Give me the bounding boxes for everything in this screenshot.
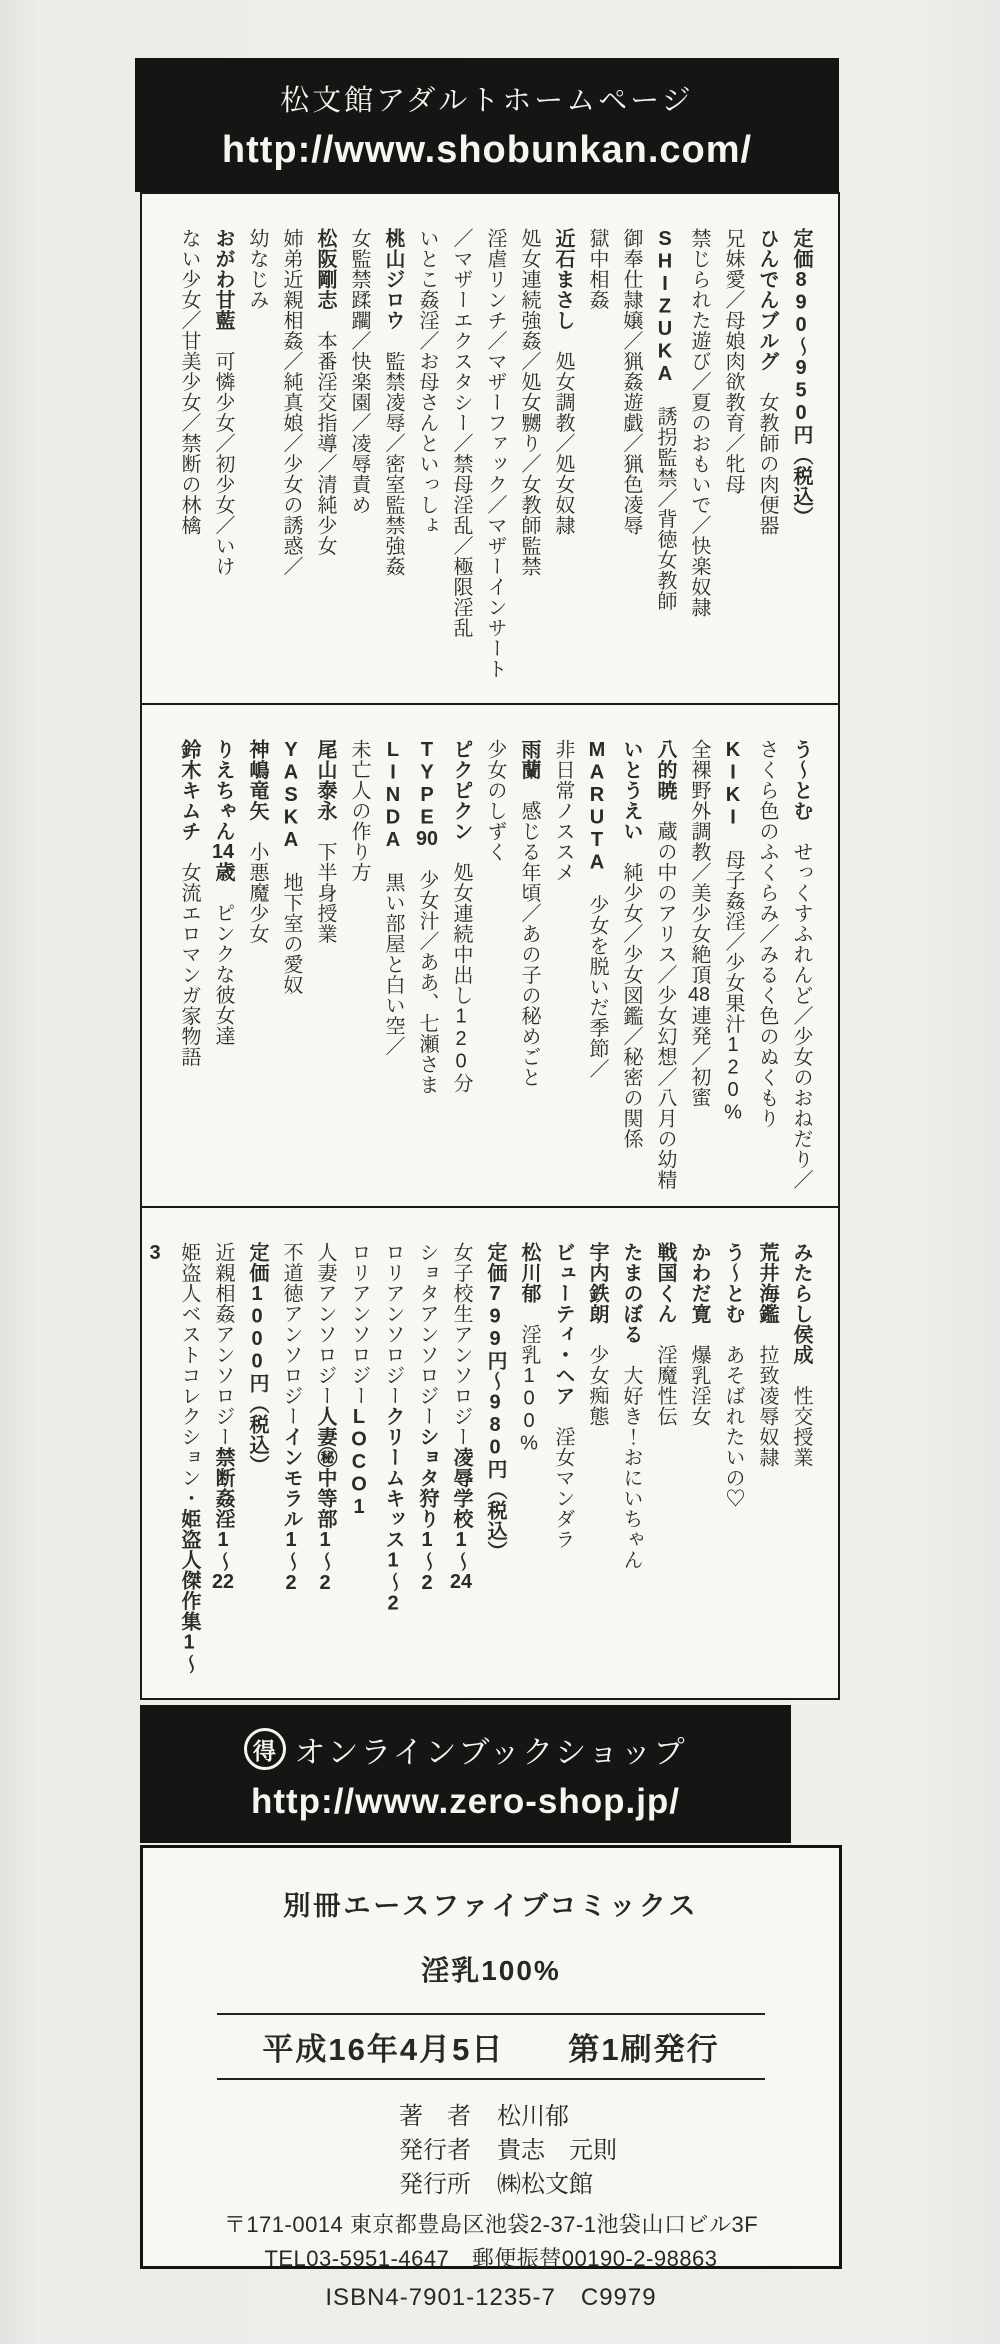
address-line: 〒171-0014 東京都豊島区池袋2-37-1池袋山口ビル3F [223, 2212, 759, 2237]
catalog-text-segment: 定価1000円 [246, 1242, 268, 1394]
series-name: 別冊エースファイブコミックス [283, 1891, 699, 1921]
online-shop-title: オンラインブックショップ [294, 1734, 687, 1770]
catalog-text-segment: 人妻アンソロジー [314, 1242, 336, 1406]
credit-role: 発行所 [399, 2171, 471, 2198]
catalog-text-segment: せっくすふれんど／少女のおねだり／ [790, 821, 812, 1190]
catalog-column [444, 228, 478, 689]
credit-name: ㈱松文館 [497, 2171, 593, 2198]
catalog-column [206, 739, 240, 1192]
catalog-text-segment: ロリアンソロジー [348, 1242, 370, 1406]
catalog-text-segment: ／マザーエクスタシー／禁母淫乱／極限淫乱 [450, 228, 472, 638]
catalog-column [444, 739, 478, 1192]
catalog-column [716, 1242, 750, 1684]
print-date: 平成16年4月5日 [262, 2032, 505, 2067]
catalog-text-segment: 地下室の愛奴 [280, 851, 302, 995]
catalog-text-segment: 不道徳アンソロジー [280, 1242, 302, 1427]
catalog-text-segment: ビューティ・ヘア [552, 1242, 574, 1406]
catalog-text-segment: 定価890〜950円 [790, 228, 812, 445]
catalog-column [172, 228, 206, 689]
catalog-text-segment: 感じる年頃／あの子の秘めごと [518, 780, 540, 1088]
catalog-column [614, 739, 648, 1192]
catalog-text-segment: 鈴木キムチ [178, 739, 200, 842]
catalog-text-segment: TYPE [416, 739, 438, 829]
catalog-text-segment: 母子姦淫／少女果汁120% [722, 829, 744, 1124]
catalog-column [648, 1242, 682, 1684]
catalog-text-segment: LOCO1 [348, 1406, 370, 1519]
catalog-column [138, 1242, 206, 1684]
colophon-box [140, 1845, 842, 2311]
catalog-column [512, 228, 546, 689]
catalog-text-segment: 禁断姦淫1〜 [212, 1447, 234, 1572]
catalog-text-segment: みたらし侯成 [790, 1242, 812, 1365]
catalog-column [376, 228, 410, 689]
catalog-text-segment: 姉弟近親相姦／純真娘／少女の誘惑／ [280, 228, 302, 577]
catalog-column [750, 1242, 784, 1684]
publisher-homepage-title: 松文館アダルトホームページ [280, 85, 694, 117]
catalog-text-segment: 姫盗人ベストコレクション・ [178, 1242, 200, 1509]
catalog-column [648, 739, 682, 1192]
catalog-text-segment: SHIZUKA [654, 228, 676, 386]
catalog-text-segment: いとうえい [620, 739, 642, 842]
publisher-homepage-banner [135, 58, 839, 192]
catalog-text-segment: 48 [688, 985, 710, 1005]
credit-name: 貴志 元則 [497, 2137, 617, 2164]
catalog-column [240, 1242, 274, 1684]
catalog-text-segment: KIKI [722, 739, 744, 829]
catalog-column [614, 228, 648, 689]
catalog-column [376, 1242, 410, 1684]
catalog-text-segment: 大好き！おにいちゃん [620, 1344, 642, 1570]
catalog-text-segment: 性交授業 [790, 1365, 812, 1468]
catalog-column [546, 739, 580, 1192]
catalog-text-segment: あそばれたいの♡ [722, 1324, 744, 1509]
catalog-column [580, 228, 614, 689]
catalog-column [750, 228, 784, 689]
catalog-text-segment: 宇内鉄朗 [586, 1242, 608, 1324]
catalog-column [410, 1242, 444, 1684]
book-title: 淫乳100% [421, 1955, 561, 1986]
catalog-column [478, 739, 512, 1192]
catalog-column [206, 1242, 240, 1684]
catalog-column [784, 739, 818, 1192]
catalog-column [308, 739, 342, 1192]
catalog-column [478, 1242, 512, 1684]
catalog-text-segment: かわだ寛 [688, 1242, 710, 1324]
catalog-box-1 [140, 192, 840, 705]
catalog-column [682, 739, 716, 1192]
catalog-column [206, 228, 240, 689]
catalog-text-segment: う〜とむ [722, 1242, 744, 1324]
catalog-text-segment: ロリアンソロジー [382, 1242, 404, 1406]
catalog-text-segment: おがわ甘藍 [212, 228, 234, 331]
credit-row-publisher-person [399, 2134, 839, 2168]
tel-line: TEL03-5951-4647 郵便振替00190-2-98863 [264, 2246, 718, 2271]
catalog-text-segment: （税込） [484, 1479, 506, 1562]
catalog-text-segment: 蔵の中のアリス／少女幻想／八月の幼精 [654, 800, 676, 1190]
catalog-box-3 [140, 1206, 840, 1700]
catalog-text-segment: 獄中相姦 [586, 228, 608, 310]
catalog-text-segment: 淫魔性伝 [654, 1324, 676, 1427]
catalog-text-segment: 淫乳100% [518, 1303, 540, 1455]
catalog-column [376, 739, 410, 1192]
catalog-text-segment: 御奉仕隷嬢／猟姦遊戯／猟色凌辱 [620, 228, 642, 536]
online-shop-title-row [244, 1727, 686, 1772]
catalog-text-segment: LINDA [382, 739, 404, 852]
catalog-column [546, 1242, 580, 1684]
catalog-text-segment: 少女汁／ああ、七瀬さま [416, 849, 438, 1095]
catalog-text-segment: たまのぼる [620, 1242, 642, 1345]
catalog-column [478, 228, 512, 689]
catalog-text-segment: 神嶋竜矢 [246, 739, 268, 821]
catalog-box-2-columns [142, 705, 838, 1206]
catalog-column [716, 228, 750, 689]
catalog-text-segment: 処女連続強姦／処女嬲り／女教師監禁 [518, 228, 540, 577]
catalog-text-segment: 女教師の肉便器 [756, 371, 778, 536]
online-shop-banner [140, 1705, 791, 1843]
catalog-column [614, 1242, 648, 1684]
catalog-column [580, 1242, 614, 1684]
catalog-text-segment: 90 [416, 829, 438, 849]
catalog-text-segment: 松川郁 [518, 1242, 540, 1304]
catalog-column [172, 739, 206, 1192]
catalog-text-segment: 少女のしずく [484, 739, 506, 862]
catalog-text-segment: いとこ姦淫／お母さんといっしょ [416, 228, 438, 536]
catalog-column [274, 1242, 308, 1684]
catalog-text-segment: ない少女／甘美少女／禁断の林檎 [178, 228, 200, 536]
catalog-column [784, 228, 818, 689]
catalog-column [682, 1242, 716, 1684]
catalog-text-segment: 幼なじみ [246, 228, 268, 310]
catalog-box-3-columns [142, 1208, 838, 1698]
catalog-column [512, 739, 546, 1192]
catalog-text-segment: 八的暁 [654, 739, 676, 801]
print-edition: 第1刷発行 [568, 2032, 720, 2067]
catalog-column [648, 228, 682, 689]
catalog-text-segment: 小悪魔少女 [246, 821, 268, 944]
catalog-text-segment: インモラル1〜2 [280, 1426, 302, 1595]
catalog-column [410, 739, 444, 1192]
catalog-text-segment: 女流エロマンガ家物語 [178, 841, 200, 1067]
catalog-text-segment: クリームキッス1〜2 [382, 1406, 404, 1615]
catalog-text-segment: 可憐少女／初少女／いけ [212, 330, 234, 577]
catalog-column [682, 228, 716, 689]
catalog-text-segment: 少女を脱いだ季節／ [586, 874, 608, 1079]
catalog-column [410, 228, 444, 689]
catalog-column [240, 228, 274, 689]
catalog-text-segment: 未亡人の作り方 [348, 739, 370, 883]
catalog-text-segment: 桃山ジロウ [382, 228, 404, 331]
catalog-text-segment: 荒井海鑑 [756, 1242, 778, 1324]
catalog-text-segment: 女子校生アンソロジー [450, 1242, 472, 1447]
catalog-text-segment: 下半身授業 [314, 821, 336, 944]
catalog-text-segment: 戦国くん [654, 1242, 676, 1324]
catalog-box-2 [140, 703, 840, 1208]
toku-circle-badge: 得 [244, 1728, 286, 1770]
catalog-column [274, 228, 308, 689]
catalog-column [784, 1242, 818, 1684]
credit-name: 松川郁 [497, 2103, 569, 2130]
catalog-column [342, 739, 376, 1192]
catalog-text-segment: （税込） [790, 445, 812, 527]
catalog-text-segment: 連発／初蜜 [688, 1005, 710, 1108]
catalog-text-segment: う〜とむ [790, 739, 812, 821]
catalog-text-segment: 尾山泰永 [314, 739, 336, 821]
catalog-text-segment: 全裸野外調教／美少女絶頂 [688, 739, 710, 985]
catalog-column [308, 1242, 342, 1684]
catalog-text-segment: ショタアンソロジー [416, 1242, 438, 1427]
catalog-text-segment: 非日常ノススメ [552, 739, 574, 883]
online-shop-url: http://www.zero-shop.jp/ [250, 1781, 681, 1821]
catalog-text-segment: 黒い部屋と白い空／ [382, 851, 404, 1057]
catalog-text-segment: 兄妹愛／母娘肉欲教育／牝母 [722, 228, 744, 495]
catalog-text-segment: 純少女／少女図鑑／秘密の関係 [620, 841, 642, 1149]
catalog-text-segment: 姫盗人傑作集1〜3 [144, 1242, 200, 1675]
catalog-text-segment: 22 [212, 1572, 234, 1592]
catalog-column [444, 1242, 478, 1684]
catalog-column [342, 228, 376, 689]
catalog-column [308, 228, 342, 689]
catalog-text-segment: （税込） [246, 1393, 268, 1476]
catalog-text-segment: りえちゃん [212, 739, 234, 842]
catalog-text-segment: ショタ狩り1〜2 [416, 1426, 438, 1595]
isbn-line: ISBN4-7901-1235-7 C9979 [325, 2284, 657, 2311]
catalog-column [240, 739, 274, 1192]
catalog-text-segment: 禁じられた遊び／夏のおもいで／快楽奴隷 [688, 228, 710, 618]
credit-row-author [399, 2100, 839, 2134]
credits-block [399, 2100, 839, 2202]
credit-role: 著 者 [399, 2103, 471, 2130]
catalog-column [274, 739, 308, 1192]
catalog-text-segment: 24 [450, 1572, 472, 1592]
catalog-text-segment: さくら色のふくらみ／みるく色のぬくもり [756, 739, 778, 1129]
catalog-column [512, 1242, 546, 1684]
credit-row-publisher-company [399, 2168, 839, 2202]
catalog-column [716, 739, 750, 1192]
catalog-text-segment: MARUTA [586, 739, 608, 874]
catalog-box-1-columns [142, 194, 838, 703]
catalog-column [546, 228, 580, 689]
catalog-text-segment: 爆乳淫女 [688, 1324, 710, 1427]
credit-role: 発行者 [399, 2137, 471, 2164]
print-date-row [217, 2013, 765, 2080]
catalog-text-segment: ピクピクン [450, 739, 472, 842]
catalog-text-segment: 松阪剛志 [314, 228, 336, 310]
catalog-text-segment: ピンクな彼女達 [212, 882, 234, 1046]
catalog-text-segment: 近親相姦アンソロジー [212, 1242, 234, 1447]
catalog-text-segment: ひんでんブルグ [756, 228, 778, 372]
catalog-text-segment: 凌辱学校1〜 [450, 1447, 472, 1572]
catalog-text-segment: 本番淫交指導／清純少女 [314, 310, 336, 556]
catalog-text-segment: 処女調教／処女奴隷 [552, 330, 574, 536]
catalog-text-segment: 雨蘭 [518, 739, 540, 780]
catalog-text-segment: 女監禁蹂躙／快楽園／凌辱責め [348, 228, 370, 515]
publisher-homepage-url: http://www.shobunkan.com/ [221, 129, 753, 171]
catalog-column [342, 1242, 376, 1684]
catalog-text-segment: 淫虐リンチ／マザーファック／マザーインサート [484, 228, 506, 679]
catalog-text-segment: 近石まさし [552, 228, 574, 331]
catalog-text-segment: 誘拐監禁／背徳女教師 [654, 385, 676, 611]
catalog-text-segment: 拉致凌辱奴隷 [756, 1324, 778, 1468]
catalog-text-segment: 歳 [212, 861, 234, 882]
catalog-text-segment: 淫女マンダラ [552, 1406, 574, 1550]
catalog-text-segment: 定価799円〜980円 [484, 1242, 506, 1480]
catalog-text-segment: 監禁凌辱／密室監禁強姦 [382, 330, 404, 577]
catalog-column [750, 739, 784, 1192]
catalog-text-segment: 14 [212, 841, 234, 862]
catalog-text-segment: 処女連続中出し120分 [450, 841, 472, 1094]
catalog-text-segment: YASKA [280, 739, 302, 852]
catalog-column [580, 739, 614, 1192]
catalog-text-segment: 人妻㊙中等部1〜2 [314, 1406, 336, 1595]
catalog-text-segment: 少女痴態 [586, 1324, 608, 1427]
